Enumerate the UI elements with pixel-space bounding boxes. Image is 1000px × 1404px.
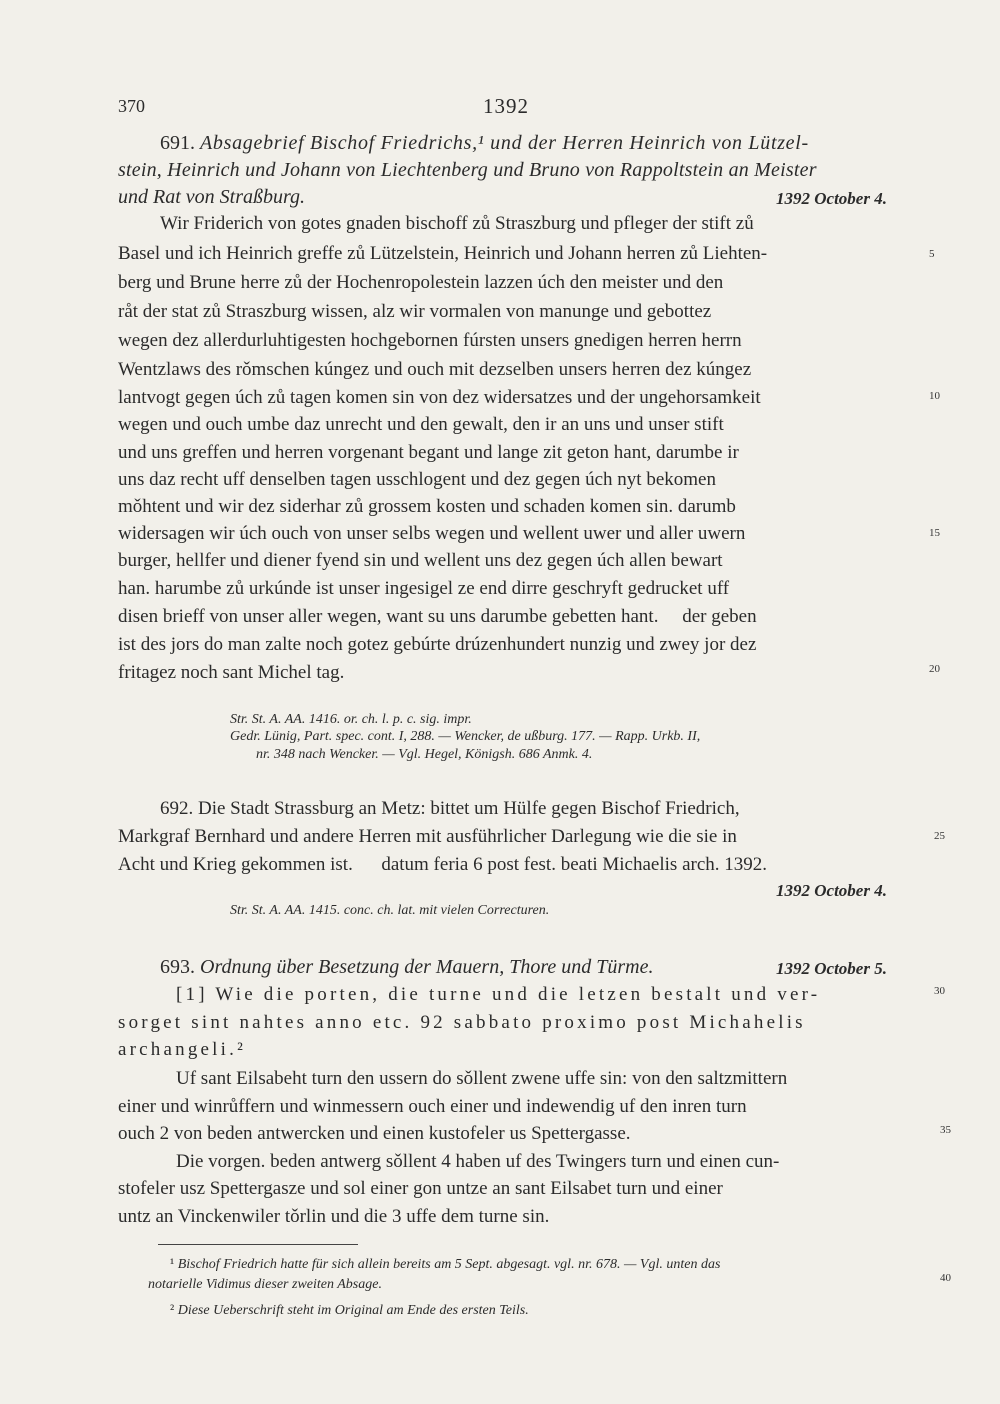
doc692-source: Str. St. A. AA. 1415. conc. ch. lat. mit vielen Correcturen. bbox=[230, 903, 550, 918]
footnote-separator bbox=[158, 1244, 358, 1245]
doc692-text-1: Die Stadt Strassburg an Metz: bittet um Hülfe gegen Bischof Friedrich, bbox=[198, 798, 740, 819]
doc692-number: 692. bbox=[160, 798, 194, 819]
margin-number: 10 bbox=[929, 390, 940, 402]
doc691-line: råt der stat zů Straszburg wissen, alz wir vormalen von manunge und gebottez bbox=[118, 301, 712, 322]
doc693-heading-line: [1] Wie die porten, die turne und die letzen bestalt und ver- bbox=[176, 984, 821, 1005]
margin-number: 5 bbox=[929, 248, 935, 260]
doc691-line: wegen dez allerdurluhtigesten hochgebornen fúrsten unsers gnedigen herren herrn bbox=[118, 330, 742, 351]
doc691-line: berg und Brune herre zů der Hochenropolestein lazzen úch den meister und den bbox=[118, 272, 724, 293]
doc693-heading-line: sorget sint nahtes anno etc. 92 sabbato proximo post Michahelis bbox=[118, 1012, 806, 1033]
running-head-year: 1392 bbox=[483, 94, 529, 118]
margin-number: 20 bbox=[929, 663, 940, 675]
doc691-line: Wentzlaws des rǒmschen kúngez und ouch mit dezselben unsers herren dez kúngez bbox=[118, 359, 752, 380]
page-number: 370 bbox=[118, 96, 145, 116]
doc691-source-line: Gedr. Lünig, Part. spec. cont. I, 288. — Wencker, de ußburg. 177. — Rapp. Urkb. II, bbox=[230, 729, 701, 744]
footnote-text: Diese Ueberschrift steht im Original am Ende des ersten Teils. bbox=[177, 1303, 529, 1318]
footnote-2-line-1 bbox=[170, 1298, 529, 1324]
footnote-1-line-2: notarielle Vidimus dieser zweiten Absage. bbox=[148, 1277, 382, 1292]
doc693-title: Ordnung über Besetzung der Mauern, Thore und Türme. bbox=[200, 956, 654, 978]
doc692-date: 1392 October 4. bbox=[776, 881, 887, 900]
doc691-line: widersagen wir úch ouch von unser selbs wegen und wellent uwer und aller uwern bbox=[118, 523, 746, 544]
margin-number: 15 bbox=[929, 527, 940, 539]
doc691-title-line-3: und Rat von Straßburg. bbox=[118, 186, 306, 208]
doc691-line: wegen und ouch umbe daz unrecht und den gewalt, den ir an uns und unser stift bbox=[118, 414, 724, 435]
doc693-line: ouch 2 von beden antwercken und einen kustofeler us Spettergasse. bbox=[118, 1123, 631, 1144]
margin-number: 35 bbox=[940, 1124, 951, 1136]
doc693-date: 1392 October 5. bbox=[776, 959, 887, 978]
doc693-title-line bbox=[160, 954, 654, 980]
doc692-line-1 bbox=[160, 796, 740, 822]
doc691-line: mǒhtent und wir dez siderhar zů grossem kosten und schaden komen sin. darumb bbox=[118, 496, 736, 517]
margin-number: 25 bbox=[934, 830, 945, 842]
doc691-line: lantvogt gegen úch zů tagen komen sin von dez widersatzes und der ungehorsamkeit bbox=[118, 387, 761, 408]
doc693-line: Die vorgen. beden antwerg sǒllent 4 haben uf des Twingers turn und einen cun- bbox=[176, 1151, 780, 1172]
doc691-line: uns daz recht uff denselben tagen usschlogent und dez gegen úch nyt bekomen bbox=[118, 469, 716, 490]
doc692-line: Acht und Krieg gekommen ist. datum feria 6 post fest. beati Michaelis arch. 1392. bbox=[118, 854, 768, 875]
footnote-mark: ¹ bbox=[170, 1257, 175, 1272]
doc691-number: 691. bbox=[160, 132, 195, 154]
doc693-line: Uf sant Eilsabeht turn den ussern do sǒllent zwene uffe sin: von den saltzmittern bbox=[176, 1068, 788, 1089]
doc691-line: und uns greffen und herren vorgenant begant und lange zit geton hant, darumbe ir bbox=[118, 442, 739, 463]
doc692-line: Markgraf Bernhard und andere Herren mit ausführlicher Darlegung wie die sie in bbox=[118, 826, 737, 847]
doc691-title-text-1: Absagebrief Bischof Friedrichs,¹ und der Herren Heinrich von Lützel- bbox=[200, 132, 809, 154]
doc691-line: ist des jors do man zalte noch gotez gebúrte drúzenhundert nunzig und zwey jor dez bbox=[118, 634, 757, 655]
footnote-mark: ² bbox=[170, 1303, 175, 1318]
doc693-heading-line: archangeli.² bbox=[118, 1039, 246, 1060]
doc693-line: untz an Vinckenwiler tǒrlin und die 3 uffe dem turne sin. bbox=[118, 1206, 550, 1227]
doc691-line: burger, hellfer und diener fyend sin und wellent uns dez gegen úch allen bewart bbox=[118, 550, 723, 571]
doc693-number: 693. bbox=[160, 956, 195, 978]
doc691-source-line: Str. St. A. AA. 1416. or. ch. l. p. c. sig. impr. bbox=[230, 712, 472, 727]
doc693-line: einer und winrůffern und winmessern ouch einer und indewendig uf den inren turn bbox=[118, 1096, 747, 1117]
doc693-line: stofeler usz Spettergasze und sol einer gon untze an sant Eilsabet turn und einer bbox=[118, 1178, 723, 1199]
margin-number: 30 bbox=[934, 985, 945, 997]
footnote-text: Bischof Friedrich hatte für sich allein bereits am 5 Sept. abgesagt. vgl. nr. 678. — Vgl. unten das bbox=[177, 1257, 721, 1272]
doc691-source-line: nr. 348 nach Wencker. — Vgl. Hegel, Königsh. 686 Anmk. 4. bbox=[256, 747, 593, 762]
doc691-line: Wir Friderich von gotes gnaden bischoff zů Straszburg und pfleger der stift zů bbox=[160, 213, 754, 234]
doc691-line: Basel und ich Heinrich greffe zů Lützelstein, Heinrich und Johann herren zů Liehten- bbox=[118, 243, 768, 264]
doc691-line: fritagez noch sant Michel tag. bbox=[118, 662, 345, 683]
doc691-date: 1392 October 4. bbox=[776, 189, 887, 208]
doc691-title-line-1 bbox=[160, 130, 809, 156]
margin-number: 40 bbox=[940, 1272, 951, 1284]
doc691-title-line-2: stein, Heinrich und Johann von Liechtenberg und Bruno von Rappoltstein an Meister bbox=[118, 159, 817, 181]
doc691-line: han. harumbe zů urkúnde ist unser ingesigel ze end dirre geschryft gedrucket uff bbox=[118, 578, 730, 599]
doc691-line: disen brieff von unser aller wegen, want su uns darumbe gebetten hant. der geben bbox=[118, 606, 757, 627]
